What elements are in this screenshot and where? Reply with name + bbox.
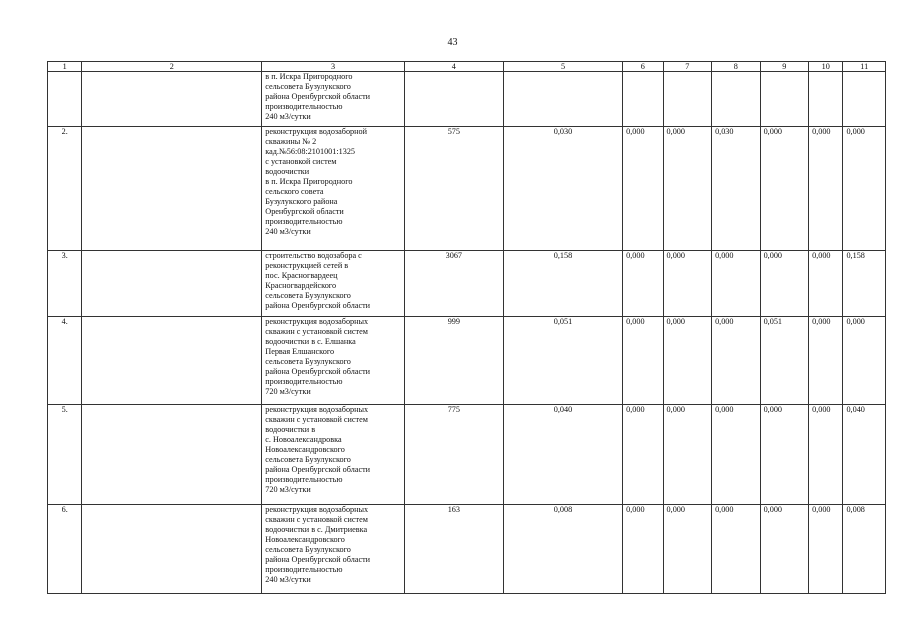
value-cell: 0,000 [760, 505, 809, 594]
value-cell: 0,040 [503, 405, 622, 505]
table-row [48, 317, 886, 405]
value-cell: 0,000 [809, 317, 843, 405]
value-cell: 0,000 [712, 505, 761, 594]
value-cell [663, 72, 712, 127]
document-table [47, 61, 886, 594]
row-number-cell: 2. [48, 127, 82, 251]
value-cell: 0,158 [843, 251, 886, 317]
value-cell [809, 72, 843, 127]
value-cell: 0,008 [843, 505, 886, 594]
value-cell: 0,000 [623, 317, 663, 405]
header-cell: 11 [843, 62, 886, 72]
value-cell: 0,158 [503, 251, 622, 317]
value-cell [623, 72, 663, 127]
value-cell: 0,000 [809, 251, 843, 317]
description-cell: реконструкция водозаборных скважин с установкой систем водоочистки в с. Новоалександровка Новоалександровского сельсовета Бузулукского района Оренбургской области производительностью 720 м3/сутки [262, 405, 405, 505]
column-2-cell [82, 405, 262, 505]
table-row [48, 251, 886, 317]
cost-cell: 999 [404, 317, 503, 405]
value-cell: 0,008 [503, 505, 622, 594]
value-cell: 0,000 [663, 317, 712, 405]
header-cell: 6 [623, 62, 663, 72]
header-cell: 2 [82, 62, 262, 72]
cost-cell: 3067 [404, 251, 503, 317]
value-cell: 0,000 [663, 505, 712, 594]
header-cell: 10 [809, 62, 843, 72]
description-cell: реконструкция водозаборных скважин с установкой систем водоочистки в с. Елшанка Первая Елшанского сельсовета Бузулукского района Оренбургской области производительностью 720 м3/сутки [262, 317, 405, 405]
value-cell: 0,000 [712, 251, 761, 317]
header-cell: 3 [262, 62, 405, 72]
cost-cell: 163 [404, 505, 503, 594]
cost-cell: 575 [404, 127, 503, 251]
description-cell: строительство водозабора с реконструкцией сетей в пос. Красногвардеец Красногвардейского сельсовета Бузулукского района Оренбургской области [262, 251, 405, 317]
value-cell: 0,000 [663, 127, 712, 251]
header-cell: 5 [503, 62, 622, 72]
value-cell: 0,000 [809, 505, 843, 594]
value-cell: 0,000 [760, 127, 809, 251]
value-cell: 0,030 [503, 127, 622, 251]
column-2-cell [82, 251, 262, 317]
value-cell: 0,000 [843, 127, 886, 251]
value-cell: 0,000 [623, 405, 663, 505]
row-number-cell: 6. [48, 505, 82, 594]
cost-cell: 775 [404, 405, 503, 505]
column-2-cell [82, 505, 262, 594]
cost-cell [404, 72, 503, 127]
header-cell: 9 [760, 62, 809, 72]
value-cell: 0,000 [760, 251, 809, 317]
value-cell: 0,000 [760, 405, 809, 505]
value-cell: 0,000 [663, 251, 712, 317]
value-cell: 0,051 [760, 317, 809, 405]
header-cell: 4 [404, 62, 503, 72]
value-cell: 0,000 [712, 405, 761, 505]
column-2-cell [82, 127, 262, 251]
description-cell: реконструкция водозаборных скважин с установкой систем водоочистки в с. Дмитриевка Новоалександровского сельсовета Бузулукского района Оренбургской области производительностью 240 м3/сутки [262, 505, 405, 594]
value-cell: 0,051 [503, 317, 622, 405]
value-cell: 0,000 [623, 505, 663, 594]
value-cell: 0,000 [623, 251, 663, 317]
value-cell: 0,000 [809, 405, 843, 505]
column-2-cell [82, 317, 262, 405]
value-cell: 0,040 [843, 405, 886, 505]
row-number-cell [48, 72, 82, 127]
description-cell: в п. Искра Пригородного сельсовета Бузулукского района Оренбургской области производительностью 240 м3/сутки [262, 72, 405, 127]
table-header-row [48, 62, 886, 72]
value-cell [503, 72, 622, 127]
table-row [48, 405, 886, 505]
description-cell: реконструкция водозаборной скважины № 2 кад.№56:08:2101001:1325 с установкой систем водоочистки в п. Искра Пригородного сельского совета Бузулукского района Оренбургской области производительностью 240 м3/сутки [262, 127, 405, 251]
value-cell [843, 72, 886, 127]
table-row [48, 72, 886, 127]
value-cell [712, 72, 761, 127]
page-number: 43 [447, 37, 458, 48]
row-number-cell: 3. [48, 251, 82, 317]
value-cell: 0,000 [623, 127, 663, 251]
header-cell: 1 [48, 62, 82, 72]
table-body [48, 62, 886, 594]
table-row [48, 127, 886, 251]
header-cell: 7 [663, 62, 712, 72]
value-cell: 0,000 [809, 127, 843, 251]
value-cell: 0,030 [712, 127, 761, 251]
row-number-cell: 5. [48, 405, 82, 505]
value-cell: 0,000 [712, 317, 761, 405]
value-cell: 0,000 [843, 317, 886, 405]
value-cell [760, 72, 809, 127]
table-row [48, 505, 886, 594]
value-cell: 0,000 [663, 405, 712, 505]
row-number-cell: 4. [48, 317, 82, 405]
header-cell: 8 [712, 62, 761, 72]
column-2-cell [82, 72, 262, 127]
